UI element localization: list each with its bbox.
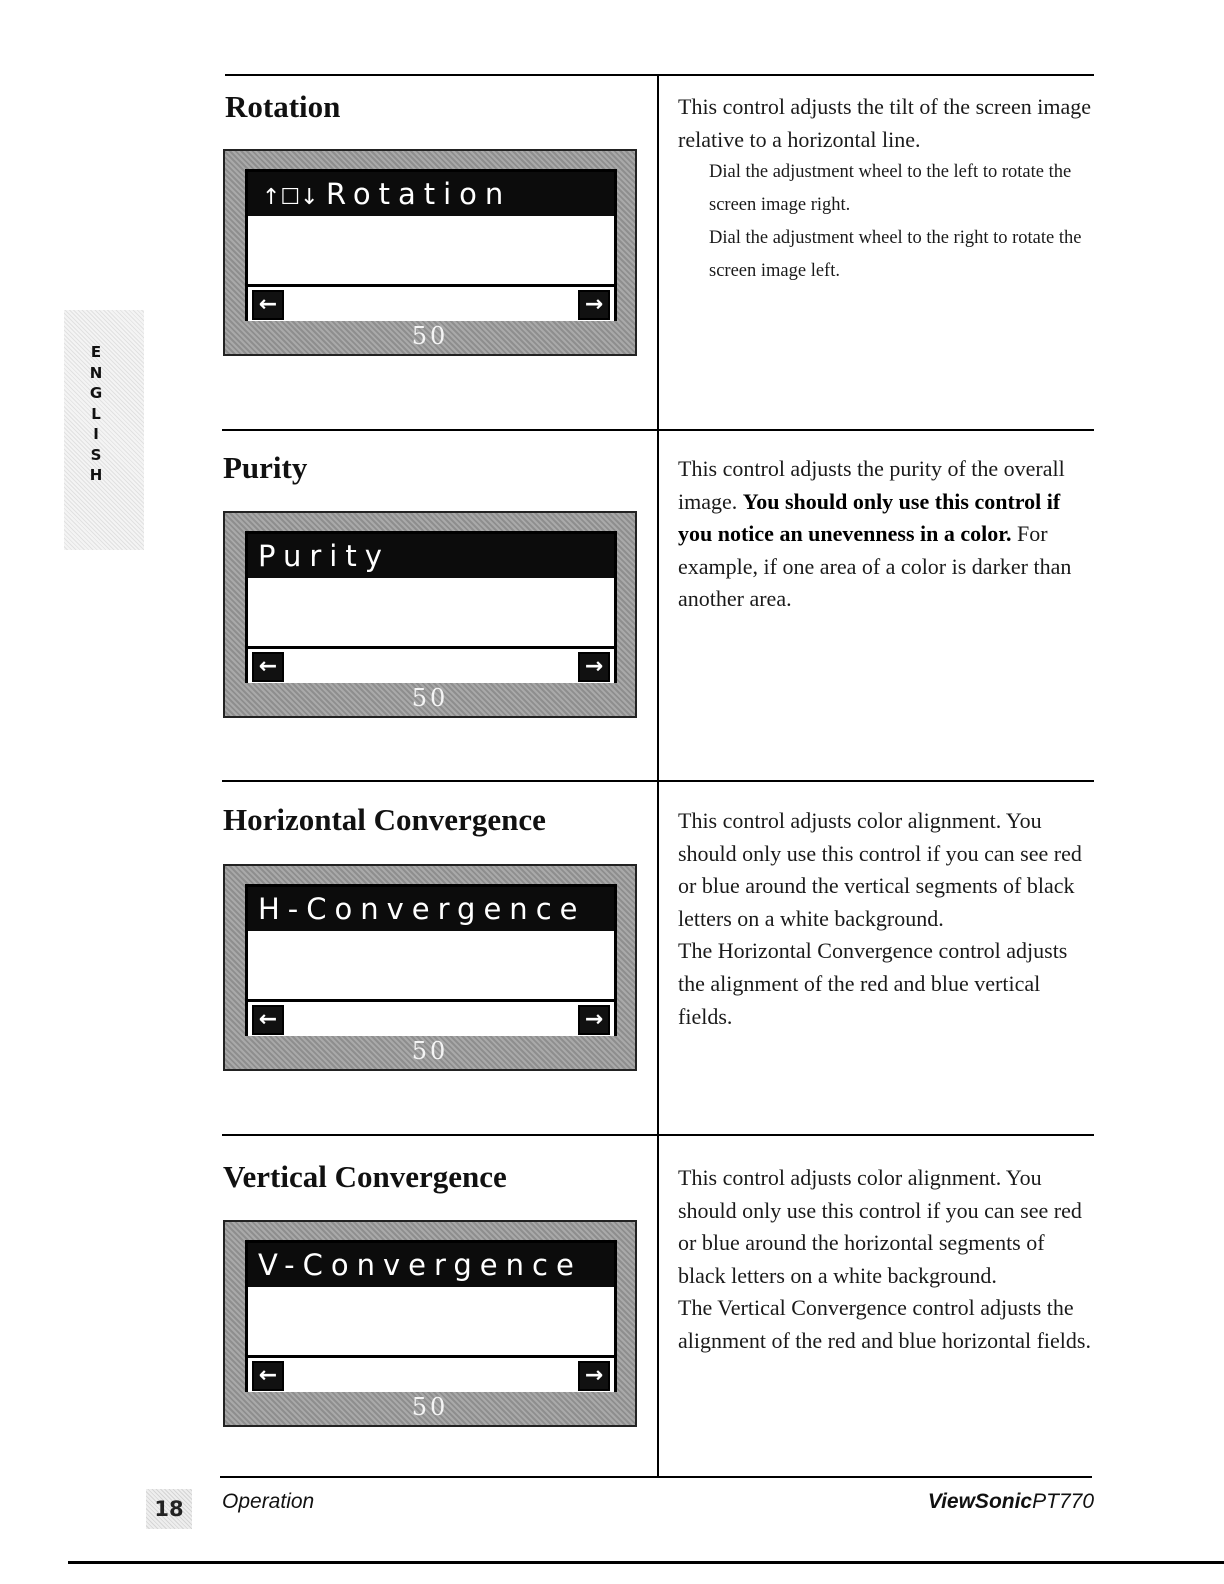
- section-title-horizontal-convergence: Horizontal Convergence: [223, 802, 546, 837]
- language-tab-letters: [86, 342, 106, 486]
- osd-adjust-bar[interactable]: [248, 1355, 614, 1392]
- description-intro: This control adjusts the tilt of the screen image relative to a horizontal line.: [678, 94, 1092, 152]
- osd-value: 50: [411, 322, 449, 350]
- osd-titlebar: [248, 1243, 614, 1287]
- osd-titlebar: [248, 534, 614, 578]
- arrow-right-icon[interactable]: →: [578, 1361, 610, 1391]
- language-letter: H: [89, 466, 103, 484]
- description-rotation: [678, 91, 1094, 287]
- osd-label: H-Convergence: [258, 892, 586, 926]
- osd-titlebar: [248, 887, 614, 931]
- page-bottom-edge: [68, 1561, 1224, 1564]
- description-paragraph: The Vertical Convergence control adjusts the alignment of the red and blue horizontal fields.: [678, 1295, 1091, 1353]
- osd-rotation: [223, 149, 637, 356]
- language-letter: G: [89, 384, 103, 402]
- footer-product: [928, 1490, 1094, 1514]
- section-title-purity: Purity: [223, 450, 308, 485]
- description-vertical-convergence: [678, 1162, 1094, 1358]
- osd-label: Rotation: [326, 177, 512, 211]
- osd-value: 50: [411, 1037, 449, 1065]
- osd-v-convergence: [223, 1220, 637, 1427]
- column-divider: [657, 74, 659, 1478]
- description-text: [678, 453, 1094, 616]
- description-paragraph: The Horizontal Convergence control adjusts the alignment of the red and blue vertical fields.: [678, 938, 1068, 1029]
- description-step: Dial the adjustment wheel to the right to rotate the screen image left.: [709, 227, 1082, 281]
- osd-adjust-bar[interactable]: [248, 284, 614, 321]
- osd-titlebar: [248, 172, 614, 216]
- osd-label: Purity: [258, 539, 390, 573]
- description-horizontal-convergence: [678, 805, 1094, 1033]
- arrow-right-icon[interactable]: →: [578, 1005, 610, 1035]
- osd-adjust-bar[interactable]: [248, 999, 614, 1036]
- osd-h-convergence: [223, 864, 637, 1071]
- osd-panel: [245, 531, 617, 683]
- osd-purity: [223, 511, 637, 718]
- arrow-left-icon[interactable]: ←: [252, 652, 284, 682]
- arrow-right-icon[interactable]: →: [578, 290, 610, 320]
- language-letter: L: [91, 404, 101, 423]
- description-paragraph: This control adjusts color alignment. You should only use this control if you can see red or blue around the horizontal segments of black letters on a white background.: [678, 1165, 1082, 1288]
- description-paragraph: This control adjusts color alignment. You should only use this control if you can see red or blue around the vertical segments of black letters on a white background.: [678, 808, 1082, 931]
- language-letter: N: [89, 363, 103, 382]
- bottom-rule: [220, 1476, 1092, 1478]
- section-title-vertical-convergence: Vertical Convergence: [223, 1159, 507, 1194]
- arrow-left-icon[interactable]: ←: [252, 1361, 284, 1391]
- osd-value: 50: [411, 684, 449, 712]
- osd-label: V-Convergence: [258, 1248, 582, 1282]
- footer-brand: ViewSonic: [927, 1490, 1033, 1513]
- arrow-left-icon[interactable]: ←: [252, 290, 284, 320]
- footer-section: Operation: [222, 1490, 315, 1513]
- rotation-icon: ↑☐↓: [262, 185, 319, 210]
- description-step: Dial the adjustment wheel to the left to rotate the screen image right.: [709, 162, 1072, 215]
- top-rule: [225, 74, 1094, 76]
- description-lead: This control adjusts the purity of the overall image.: [678, 456, 1065, 514]
- arrow-left-icon[interactable]: ←: [252, 1005, 284, 1035]
- arrow-right-icon[interactable]: →: [578, 652, 610, 682]
- osd-panel: [245, 1240, 617, 1392]
- osd-panel: [245, 169, 617, 321]
- section-title-rotation: Rotation: [225, 89, 341, 124]
- footer-model: PT770: [1032, 1490, 1094, 1513]
- osd-adjust-bar[interactable]: [248, 646, 614, 683]
- language-letter: S: [90, 445, 102, 464]
- description-warning: You should only use this control if you notice an unevenness in a color.: [678, 488, 1061, 547]
- language-letter: I: [93, 425, 99, 443]
- osd-value: 50: [411, 1393, 449, 1421]
- language-letter: E: [90, 343, 102, 361]
- page-number: 18: [146, 1489, 192, 1529]
- description-example: For example, if one area of a color is darker than another area.: [678, 521, 1072, 612]
- osd-panel: [245, 884, 617, 1036]
- description-purity: [678, 453, 1094, 616]
